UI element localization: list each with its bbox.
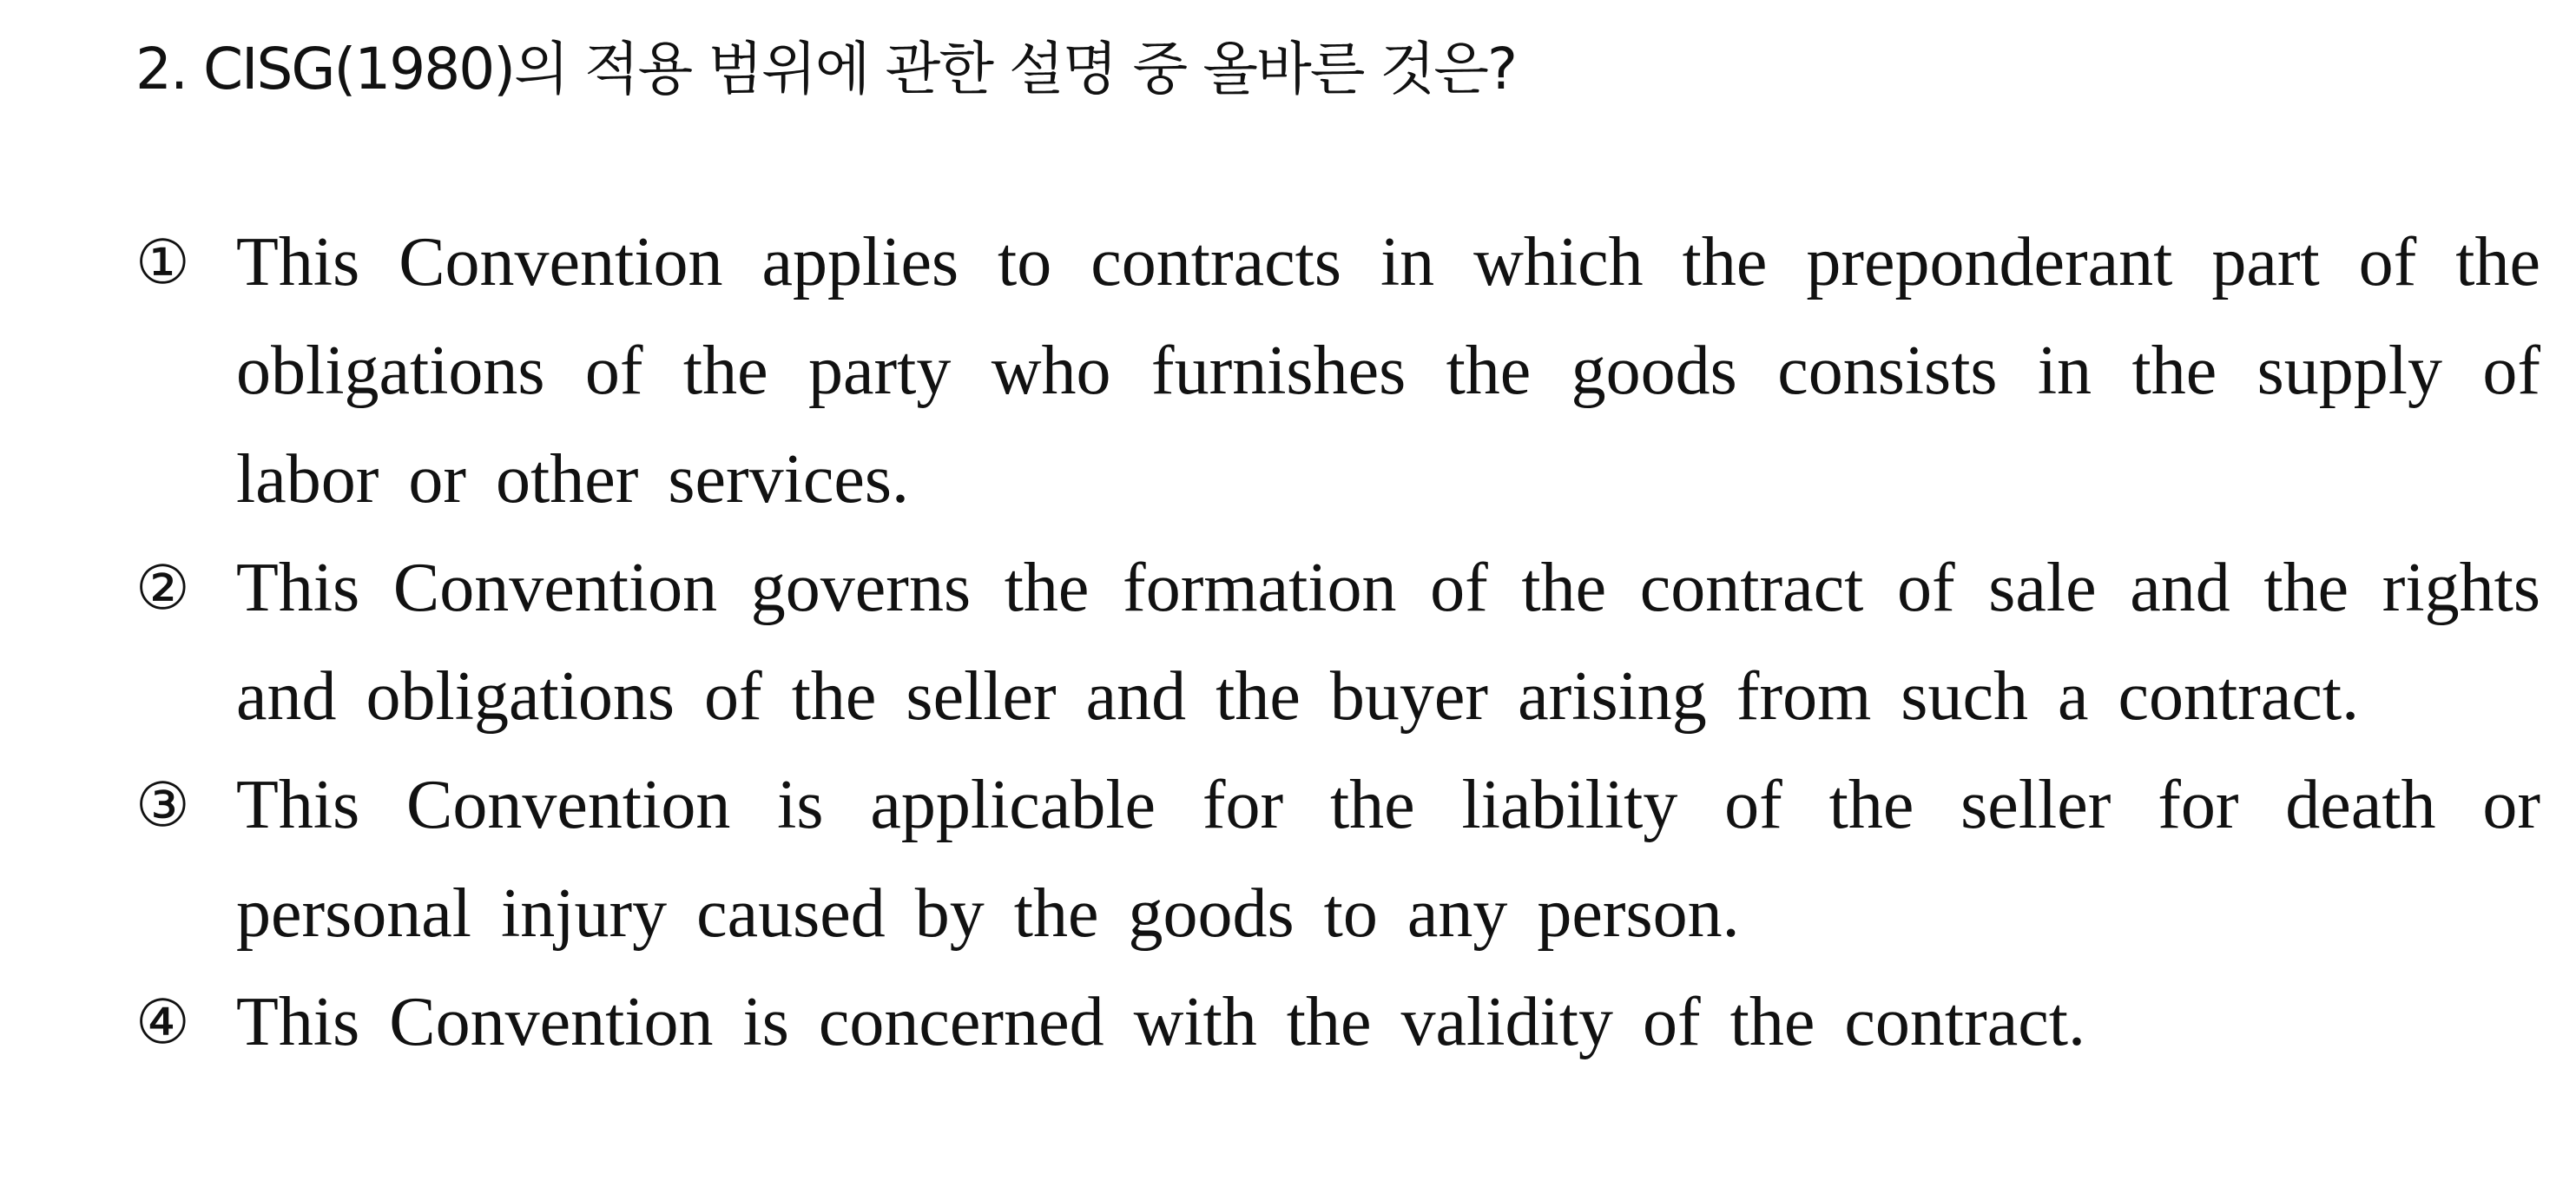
choice-2-text: This Convention governs the formation of the contract of sale and the rights and obligations of the seller and the buyer arising from such a contract. bbox=[236, 550, 2540, 735]
choice-3-number: ③ bbox=[135, 769, 190, 841]
choice-1-text: This Convention applies to contracts in which the preponderant part of the obligations of the party who furnishes the goods consists in the supply of labor or other services. bbox=[236, 224, 2540, 518]
choice-2[interactable] bbox=[135, 534, 2540, 751]
choice-4-number: ④ bbox=[135, 987, 190, 1058]
choice-3-text: This Convention is applicable for the liability of the seller for death or personal injury caused by the goods to any person. bbox=[236, 767, 2540, 952]
choice-4-text: This Convention is concerned with the validity of the contract. bbox=[236, 984, 2085, 1060]
choice-4[interactable] bbox=[135, 968, 2540, 1077]
choice-3[interactable] bbox=[135, 751, 2540, 968]
answer-choices bbox=[135, 208, 2540, 1077]
choice-1-number: ① bbox=[135, 227, 190, 298]
question-title: 2. CISG(1980)의 적용 범위에 관한 설명 중 올바른 것은? bbox=[135, 36, 1516, 102]
choice-2-number: ② bbox=[135, 552, 190, 624]
choice-1[interactable] bbox=[135, 208, 2540, 534]
